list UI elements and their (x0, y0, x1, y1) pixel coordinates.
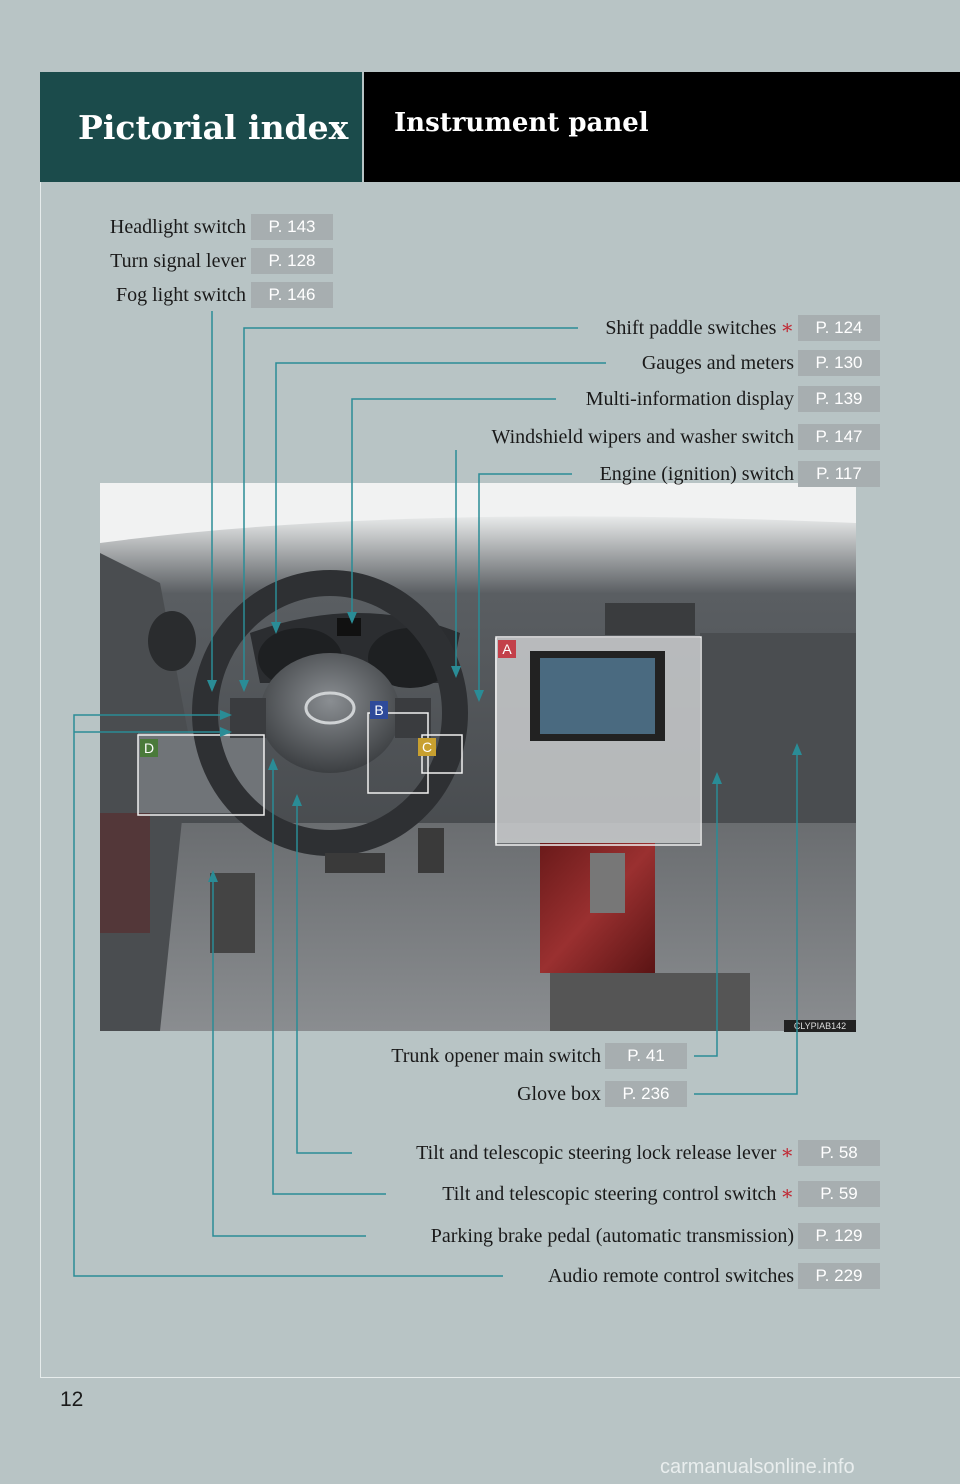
page-ref-multi-information-display[interactable]: P. 139 (798, 386, 880, 412)
callout-d: D (143, 740, 155, 756)
label-shift-paddle-switches (605, 315, 794, 341)
label-trunk-opener-main-switch: Trunk opener main switch (391, 1045, 601, 1067)
callout-c: C (421, 739, 433, 755)
label-engine-switch: Engine (ignition) switch (599, 463, 794, 485)
label-fog-light-switch: Fog light switch (115, 284, 246, 306)
label-gauges-and-meters: Gauges and meters (641, 352, 794, 374)
label-windshield-wipers: Windshield wipers and washer switch (491, 426, 794, 448)
page-ref-fog-light-switch[interactable]: P. 146 (251, 282, 333, 308)
label-tilt-steering-control-switch (442, 1181, 794, 1207)
page-ref-trunk-opener-main-switch[interactable]: P. 41 (605, 1043, 687, 1069)
page-ref-shift-paddle-switches[interactable]: P. 124 (798, 315, 880, 341)
page-ref-gauges-and-meters[interactable]: P. 130 (798, 350, 880, 376)
label-tilt-lock-text: Tilt and telescopic steering lock release lever (416, 1142, 777, 1164)
label-parking-brake-pedal: Parking brake pedal (automatic transmission) (430, 1225, 794, 1247)
watermark: carmanualsonline.info (660, 1456, 855, 1478)
asterisk-mark: ∗ (780, 1142, 794, 1164)
callout-a: A (502, 641, 512, 657)
label-turn-signal-lever: Turn signal lever (110, 250, 246, 272)
section-title: Pictorial index (40, 72, 362, 182)
page-number: 12 (60, 1388, 84, 1411)
label-audio-remote-control-switches: Audio remote control switches (547, 1265, 794, 1287)
label-multi-information-display: Multi-information display (585, 388, 794, 410)
page-ref-parking-brake-pedal[interactable]: P. 129 (798, 1223, 880, 1249)
label-headlight-switch: Headlight switch (109, 216, 246, 238)
page-ref-tilt-lock-release-lever[interactable]: P. 58 (798, 1140, 880, 1166)
label-tilt-lock-release-lever (416, 1140, 794, 1166)
page-ref-headlight-switch[interactable]: P. 143 (251, 214, 333, 240)
label-shift-paddle-text: Shift paddle switches (605, 317, 777, 339)
page-ref-turn-signal-lever[interactable]: P. 128 (251, 248, 333, 274)
label-glove-box: Glove box (517, 1083, 601, 1105)
page-ref-audio-remote-control-switches[interactable]: P. 229 (798, 1263, 880, 1289)
page-ref-engine-switch[interactable]: P. 117 (798, 461, 880, 487)
photo-code: CLYPIAB142 (784, 1020, 856, 1032)
page-title: Instrument panel (364, 72, 960, 182)
callout-b: B (374, 702, 384, 718)
page-ref-tilt-steering-control-switch[interactable]: P. 59 (798, 1181, 880, 1207)
label-tilt-control-text: Tilt and telescopic steering control switch (442, 1183, 777, 1205)
asterisk-mark: ∗ (780, 1183, 794, 1205)
page-ref-glove-box[interactable]: P. 236 (605, 1081, 687, 1107)
asterisk-mark: ∗ (780, 317, 794, 339)
page-ref-windshield-wipers[interactable]: P. 147 (798, 424, 880, 450)
